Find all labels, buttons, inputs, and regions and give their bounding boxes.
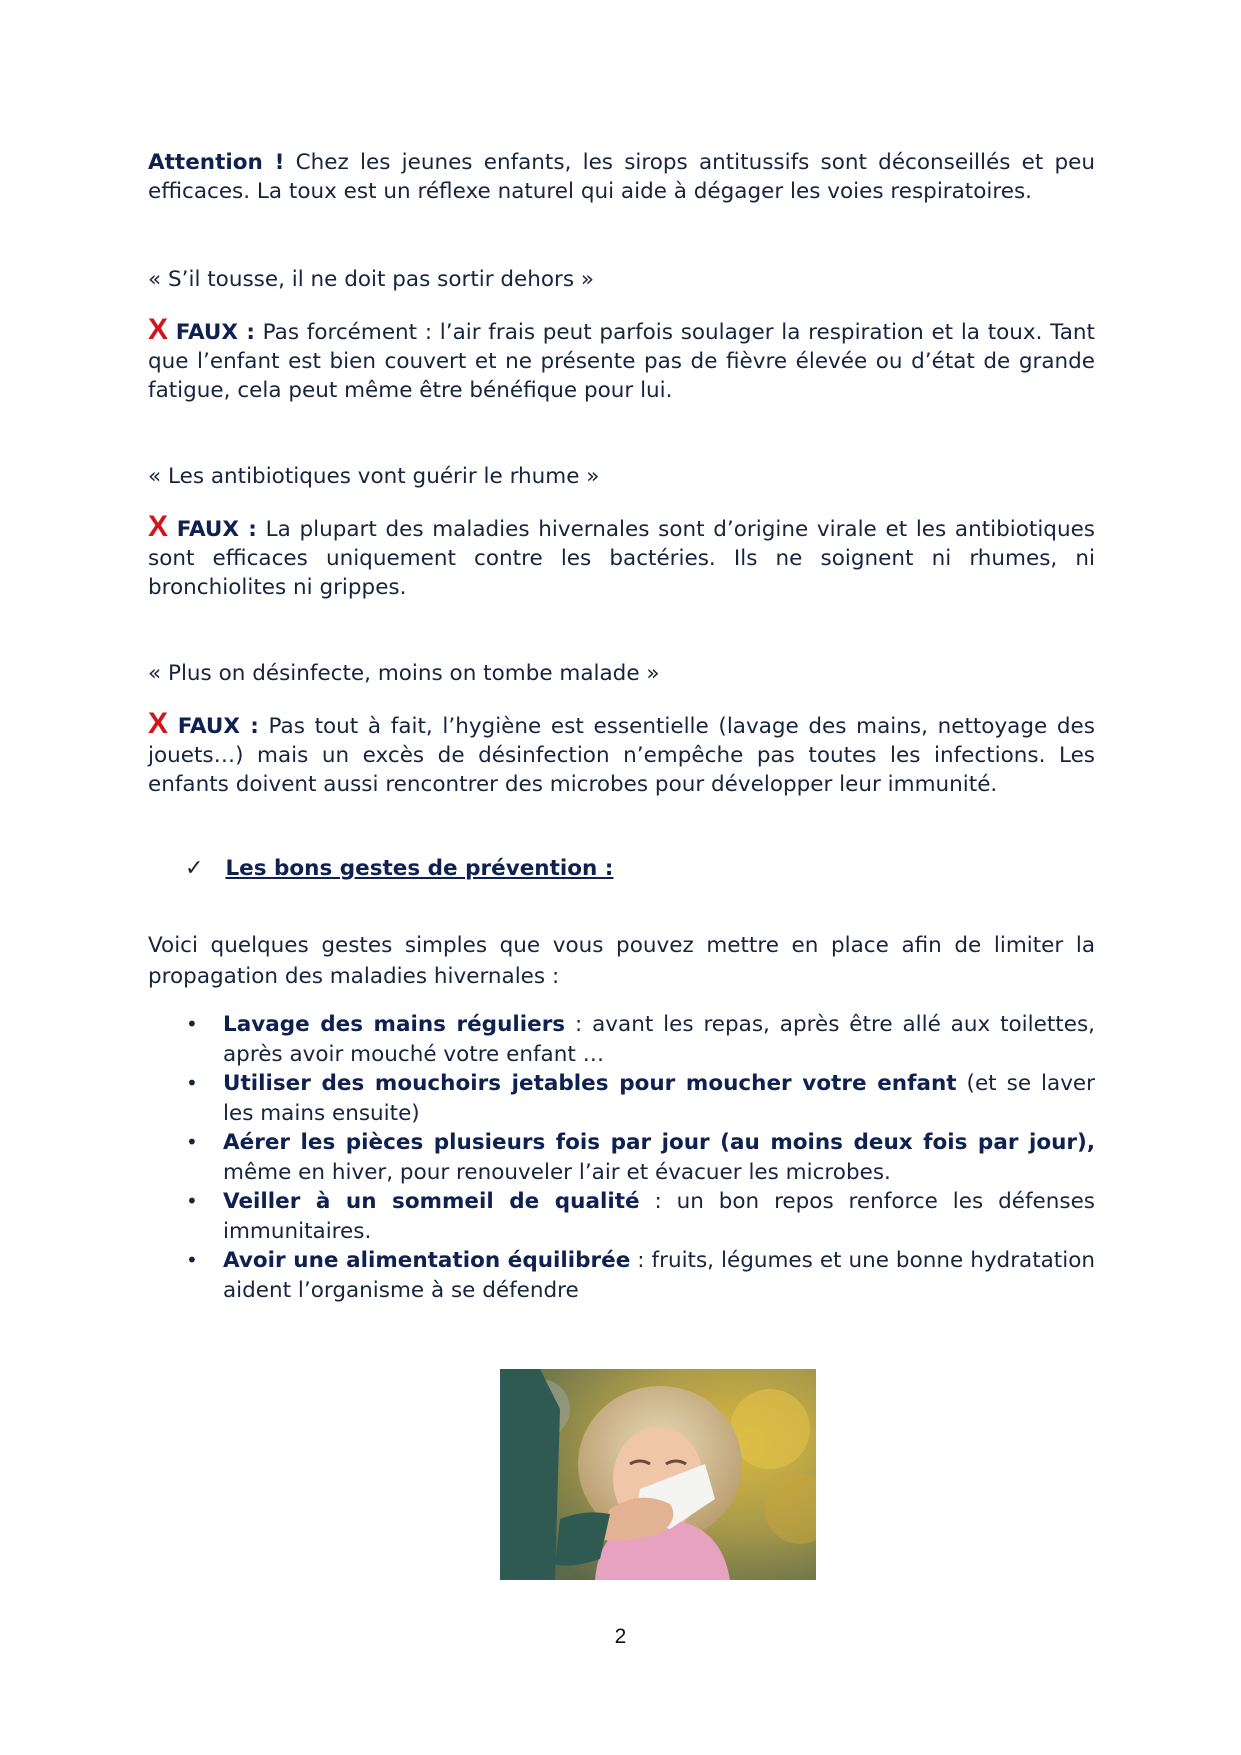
page-number: 2 [614,1625,627,1648]
checkmark-icon: ✓ [185,856,204,881]
list-item-text: : avant les repas, après être allé aux toilettes, après avoir mouché votre enfant … [223,1012,1095,1067]
section-title: Les bons gestes de prévention : [225,856,614,881]
myth-explanation: Pas tout à fait, l’hygiène est essentielle (lavage des mains, nettoyage des jouets…) mais un excès de désinfection n’empêche pas toutes les infections. Les enfants doivent aussi rencontrer des microbes pour développer leur immunité. [148,714,1095,797]
attention-label: Attention ! [148,150,285,175]
myth-answer [148,512,1095,602]
list-item-text: même en hiver, pour renouveler l’air et évacuer les microbes. [223,1159,891,1185]
bullet-icon: • [186,1130,198,1154]
list-item [148,1010,1095,1069]
verdict-label: FAUX : [175,320,255,345]
list-item-text: : fruits, légumes et une bonne hydratation aident l’organisme à se défendre [223,1248,1095,1303]
list-item-bold: Veiller à un sommeil de qualité [223,1189,640,1214]
list-item [148,1069,1095,1128]
list-item-text: : un bon repos renforce les défenses immunitaires. [223,1189,1095,1244]
bullet-icon: • [186,1071,198,1095]
list-item-bold: Utiliser des mouchoirs jetables pour moucher votre enfant [223,1071,957,1096]
bullet-icon: • [186,1189,198,1213]
bullet-icon: • [186,1012,198,1036]
cross-icon: X [148,313,169,346]
child-blowing-nose-photo [500,1369,816,1580]
list-item-bold: Lavage des mains réguliers [223,1012,566,1037]
intro-paragraph: Voici quelques gestes simples que vous pouvez mettre en place afin de limiter la propagation des maladies hivernales : [148,933,1095,989]
myth-explanation: La plupart des maladies hivernales sont d’origine virale et les antibiotiques sont efficaces uniquement contre les bactéries. Ils ne soignent ni rhumes, ni bronchiolites ni grippes. [148,517,1096,600]
myth-quote: « S’il tousse, il ne doit pas sortir dehors » [148,267,595,292]
verdict-label: FAUX : [176,517,257,542]
bullet-icon: • [186,1248,198,1272]
myth-answer [148,709,1095,799]
myth-explanation: Pas forcément : l’air frais peut parfois soulager la respiration et la toux. Tant que l’enfant est bien couvert et ne présente pas de fièvre élevée ou d’état de grande fatigue, cela peut même être bénéfique pour lui. [148,320,1095,403]
attention-paragraph [148,148,1095,206]
list-item-bold: Aérer les pièces plusieurs fois par jour (au moins deux fois par jour), [223,1130,1095,1155]
list-item [148,1128,1095,1187]
list-item-text: (et se laver les mains ensuite) [223,1071,1095,1126]
list-item [148,1246,1095,1305]
myth-quote: « Plus on désinfecte, moins on tombe malade » [148,661,660,686]
verdict-label: FAUX : [177,714,259,739]
attention-text: Chez les jeunes enfants, les sirops antitussifs sont déconseillés et peu efficaces. La toux est un réflexe naturel qui aide à dégager les voies respiratoires. [148,150,1095,204]
myth-answer [148,315,1095,405]
cross-icon: X [148,510,169,543]
list-item [148,1187,1095,1246]
cross-icon: X [148,707,169,740]
list-item-bold: Avoir une alimentation équilibrée [223,1248,631,1273]
section-heading [185,854,613,883]
prevention-list [148,1010,1095,1305]
myth-quote: « Les antibiotiques vont guérir le rhume » [148,464,600,489]
